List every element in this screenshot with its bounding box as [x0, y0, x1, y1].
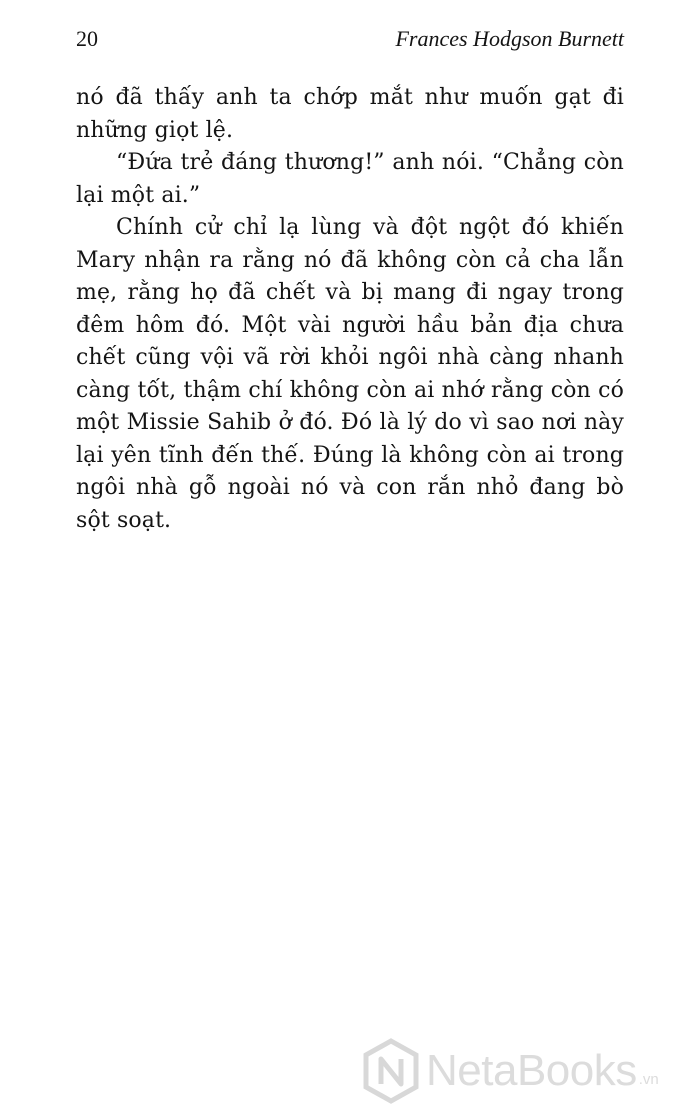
- page-number: 20: [76, 26, 98, 51]
- watermark-suffix: .vn: [638, 1070, 659, 1088]
- body-text: [76, 82, 624, 537]
- paragraph-dialogue: “Đứa trẻ đáng thương!” anh nói. “Chẳng còn lại một ai.”: [76, 150, 624, 208]
- page-header: [76, 26, 624, 56]
- paragraph-continued: nó đã thấy anh ta chớp mắt như muốn gạt đi những giọt lệ.: [76, 85, 624, 143]
- watermark-brand: NetaBooks: [426, 1046, 637, 1095]
- watermark: [362, 1036, 682, 1106]
- hexagon-n-logo-icon: [362, 1038, 420, 1104]
- paragraph-narrative: Chính cử chỉ lạ lùng và đột ngột đó khiến Mary nhận ra rằng nó đã không còn cả cha lẫn mẹ, rằng họ đã chết và bị mang đi ngay trong đêm hôm đó. Một vài người hầu bản địa chưa chết cũng vội vã rời khỏi ngôi nhà càng nhanh càng tốt, thậm chí không còn ai nhớ rằng còn có một Missie Sahib ở đó. Đó là lý do vì sao nơi này lại yên tĩnh đến thế. Đúng là không còn ai trong ngôi nhà gỗ ngoài nó và con rắn nhỏ đang bò sột soạt.: [76, 215, 624, 533]
- running-title-author: Frances Hodgson Burnett: [395, 26, 624, 51]
